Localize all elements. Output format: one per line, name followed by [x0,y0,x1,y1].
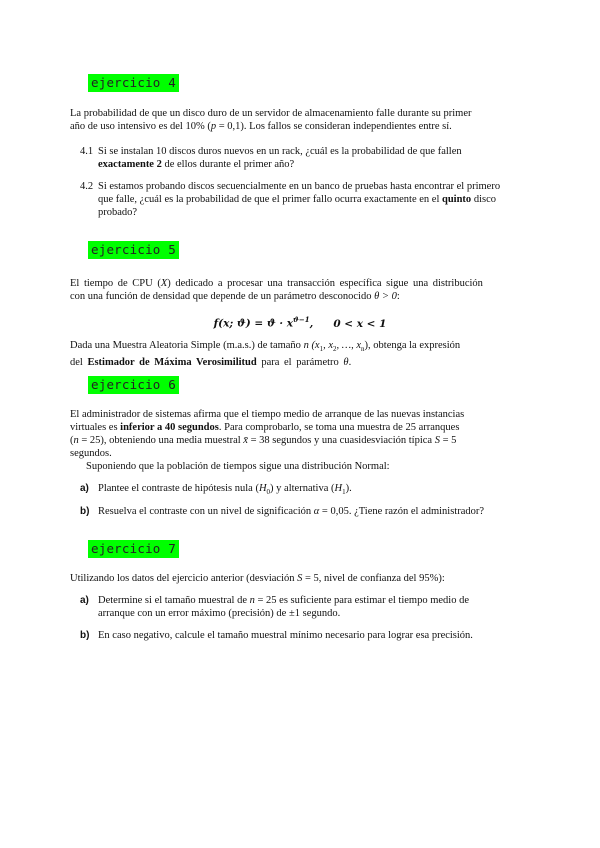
density-formula: f(x; $ϑ) = ϑ \cdot x^{ϑ-1}$, 0 < x < 1 [213,315,387,330]
item-text: Determine si el tamaño muestral de n = 25 es suficiente para estimar el tiempo medio de arranque con un error máximo (precisión) de ±1 segundo. [98,595,469,619]
item-text: Plantee el contraste de hipótesis nula $(H_0)$ y alternativa $(H_1)$. [98,483,352,497]
item-text: Resuelva el contraste con un nivel de significación α = 0,05. ¿Tiene razón el administrador? [98,506,485,517]
item-number: 4.1 [80,146,94,157]
item-label: a) [80,595,89,606]
text-line: año de uso intensivo es del 10% (p = 0,1). Los fallos se consideran independientes entre sí. [70,121,452,132]
item-label: a) [80,483,89,494]
exercise-6-heading: ejercicio 6 [88,376,179,394]
exercise-6-assumption: Suponiendo que la población de tiempos sigue una distribución Normal: [86,461,390,472]
item-label: b) [80,506,90,517]
exercise-7-intro: Utilizando los datos del ejercicio anterior (desviación S = 5, nivel de confianza del 95%): [70,573,445,584]
item-text: Si estamos probando discos secuencialmente en un banco de pruebas hasta encontrar el primero que falle, ¿cuál es la probabilidad de que el primer fallo ocurra exactamente en el quinto disco probado? [98,181,501,218]
item-text: Si se instalan 10 discos duros nuevos en un rack, ¿cuál es la probabilidad de que fallen exactamente 2 de ellos durante el primer año? [98,146,462,170]
exercise-6-intro: El administrador de sistemas afirma que el tiempo medio de arranque de las nuevas instancias virtuales es inferior a 40 segundos. Para comprobarlo, se toma una muestra de 25 arranques (n = 25), obteniendo una media muestral x̄ = 38 segundos y una cuasidesviación típica S = 5 segundos. [70,409,465,459]
exercise-5-body: Dada una Muestra Aleatoria Simple (m.a.s.) de tamaño n ($x_1$, $x_2$, …, $x_n$), obtenga la expresión del Estimador de Máxima Verosimilitud para el parámetro θ. [70,340,461,369]
exercise-5-heading: ejercicio 5 [88,241,179,259]
item-number: 4.2 [80,181,94,192]
item-label: b) [80,630,90,641]
text-line: La probabilidad de que un disco duro de un servidor de almacenamiento falle durante su primer [70,108,472,119]
exercise-7-heading: ejercicio 7 [88,540,179,558]
exercise-5-intro: El tiempo de CPU (X) dedicado a procesar una transacción específica sigue una distribución con una función de densidad que depende de un parámetro desconocido θ > 0: [70,278,483,302]
item-text: En caso negativo, calcule el tamaño muestral mínimo necesario para lograr esa precisión. [98,630,473,641]
exercise-4-intro [70,107,530,133]
exercise-4-heading: ejercicio 4 [88,74,179,92]
